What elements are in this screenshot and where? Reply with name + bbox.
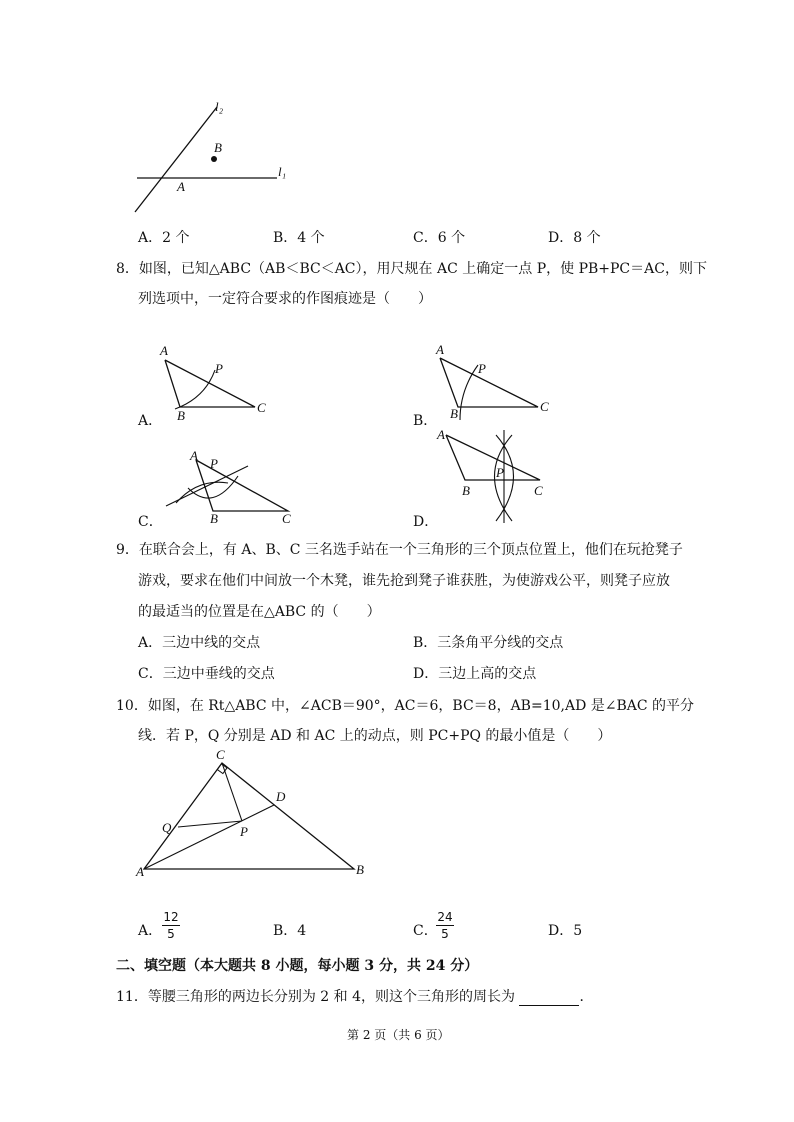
triangle-abc [440,358,538,407]
label-p: P [240,824,248,839]
page-footer: 第 2 页（共 6 页） [347,1028,450,1042]
q8-text-line1: 8．如图，已知△ABC（AB＜BC＜AC），用尺规在 AC 上确定一点 P，使 PB+PC＝AC，则下 [116,261,707,277]
q8-option-c[interactable]: C． [138,514,163,530]
q9-option-d[interactable]: D．三边上高的交点 [413,666,537,682]
label-b: B [450,406,458,421]
label-c: C [282,511,291,526]
triangle-abc [446,435,540,480]
arc-1 [176,482,228,503]
q10-line2: 线．若 P，Q 分别是 AD 和 AC 上的动点，则 PC+PQ 的最小值是（ ） [138,728,612,744]
q10-line1: 10．如图，在 Rt△ABC 中，∠ACB＝90°，AC＝6，BC＝8，AB=10,AD 是∠BAC 的平分 [116,698,695,714]
label-c: C [216,747,225,762]
label-p: P [210,456,218,471]
segment-qp [178,821,242,827]
label-b: B [177,408,185,423]
q7-option-d[interactable]: D．8 个 [548,230,601,246]
label-p: P [496,465,504,480]
label-l2: l₂ [215,99,224,114]
q9-line1: 9．在联合会上，有 A、B、C 三名选手站在一个三角形的三个顶点位置上，他们在玩抢凳子 [116,542,683,558]
q9-option-c[interactable]: C．三边中垂线的交点 [138,666,275,682]
q8-option-d[interactable]: D． [413,514,439,530]
label-d: D [276,789,286,804]
label-a: A [190,448,198,463]
q11-answer-blank[interactable] [519,991,579,1006]
section-title: 二、填空题（本大题共 8 小题，每小题 3 分，共 24 分） [116,958,479,974]
q7-option-a[interactable]: A．2 个 [138,230,190,246]
q7-figure [125,95,305,220]
numerator: 12 [163,910,179,924]
label-c: C [257,400,266,415]
label-a: A [436,342,444,357]
line-l2 [135,107,217,212]
label-b: B [462,483,470,498]
q10-option-d[interactable]: D．5 [548,923,583,939]
q10-option-a-fraction [162,910,180,941]
q9-line3: 的最适当的位置是在△ABC 的（ ） [138,604,381,620]
q7-option-c[interactable]: C．6 个 [413,230,466,246]
q10-option-b[interactable]: B．4 [273,923,307,939]
q10-option-c-prefix[interactable]: C． [413,923,438,939]
label-b: B [356,862,364,877]
numerator: 24 [437,910,453,924]
point-b [211,156,217,162]
q8-figure-a [155,340,285,425]
triangle-abc [165,360,255,407]
label-b: B [210,511,218,526]
q8-figure-b [430,340,560,425]
q10-figure [130,745,380,885]
q8-figure-d [432,425,562,525]
q8-option-b[interactable]: B． [413,413,438,429]
label-c: C [540,399,549,414]
label-c: C [534,483,543,498]
label-a: A [160,343,168,358]
arc [460,365,478,420]
label-l1: l₁ [278,164,287,179]
q9-option-a[interactable]: A．三边中线的交点 [138,635,261,651]
label-b: B [214,140,222,155]
label-q: Q [162,820,172,835]
q8-option-a[interactable]: A． [138,413,163,429]
label-p: P [215,361,223,376]
q10-option-c-fraction [436,910,454,941]
q8-figure-c [158,448,298,528]
q10-option-a-prefix[interactable]: A． [138,923,163,939]
label-a: A [136,864,144,879]
label-p: P [478,361,486,376]
q7-option-b[interactable]: B．4 个 [273,230,325,246]
q9-option-b[interactable]: B．三条角平分线的交点 [413,635,564,651]
q11-end: ． [579,989,594,1005]
q8-text-line2: 列选项中，一定符合要求的作图痕迹是（ ） [138,291,432,307]
q11-line [116,988,593,1006]
q11-text: 11．等腰三角形的两边长分别为 2 和 4，则这个三角形的周长为 [116,989,515,1005]
label-a: A [437,427,445,442]
denominator: 5 [167,927,175,941]
segment-ad [144,805,274,869]
q9-line2: 游戏，要求在他们中间放一个木凳，谁先抢到凳子谁获胜，为使游戏公平，则凳子应放 [138,573,670,589]
label-a: A [177,179,185,194]
denominator: 5 [441,927,449,941]
